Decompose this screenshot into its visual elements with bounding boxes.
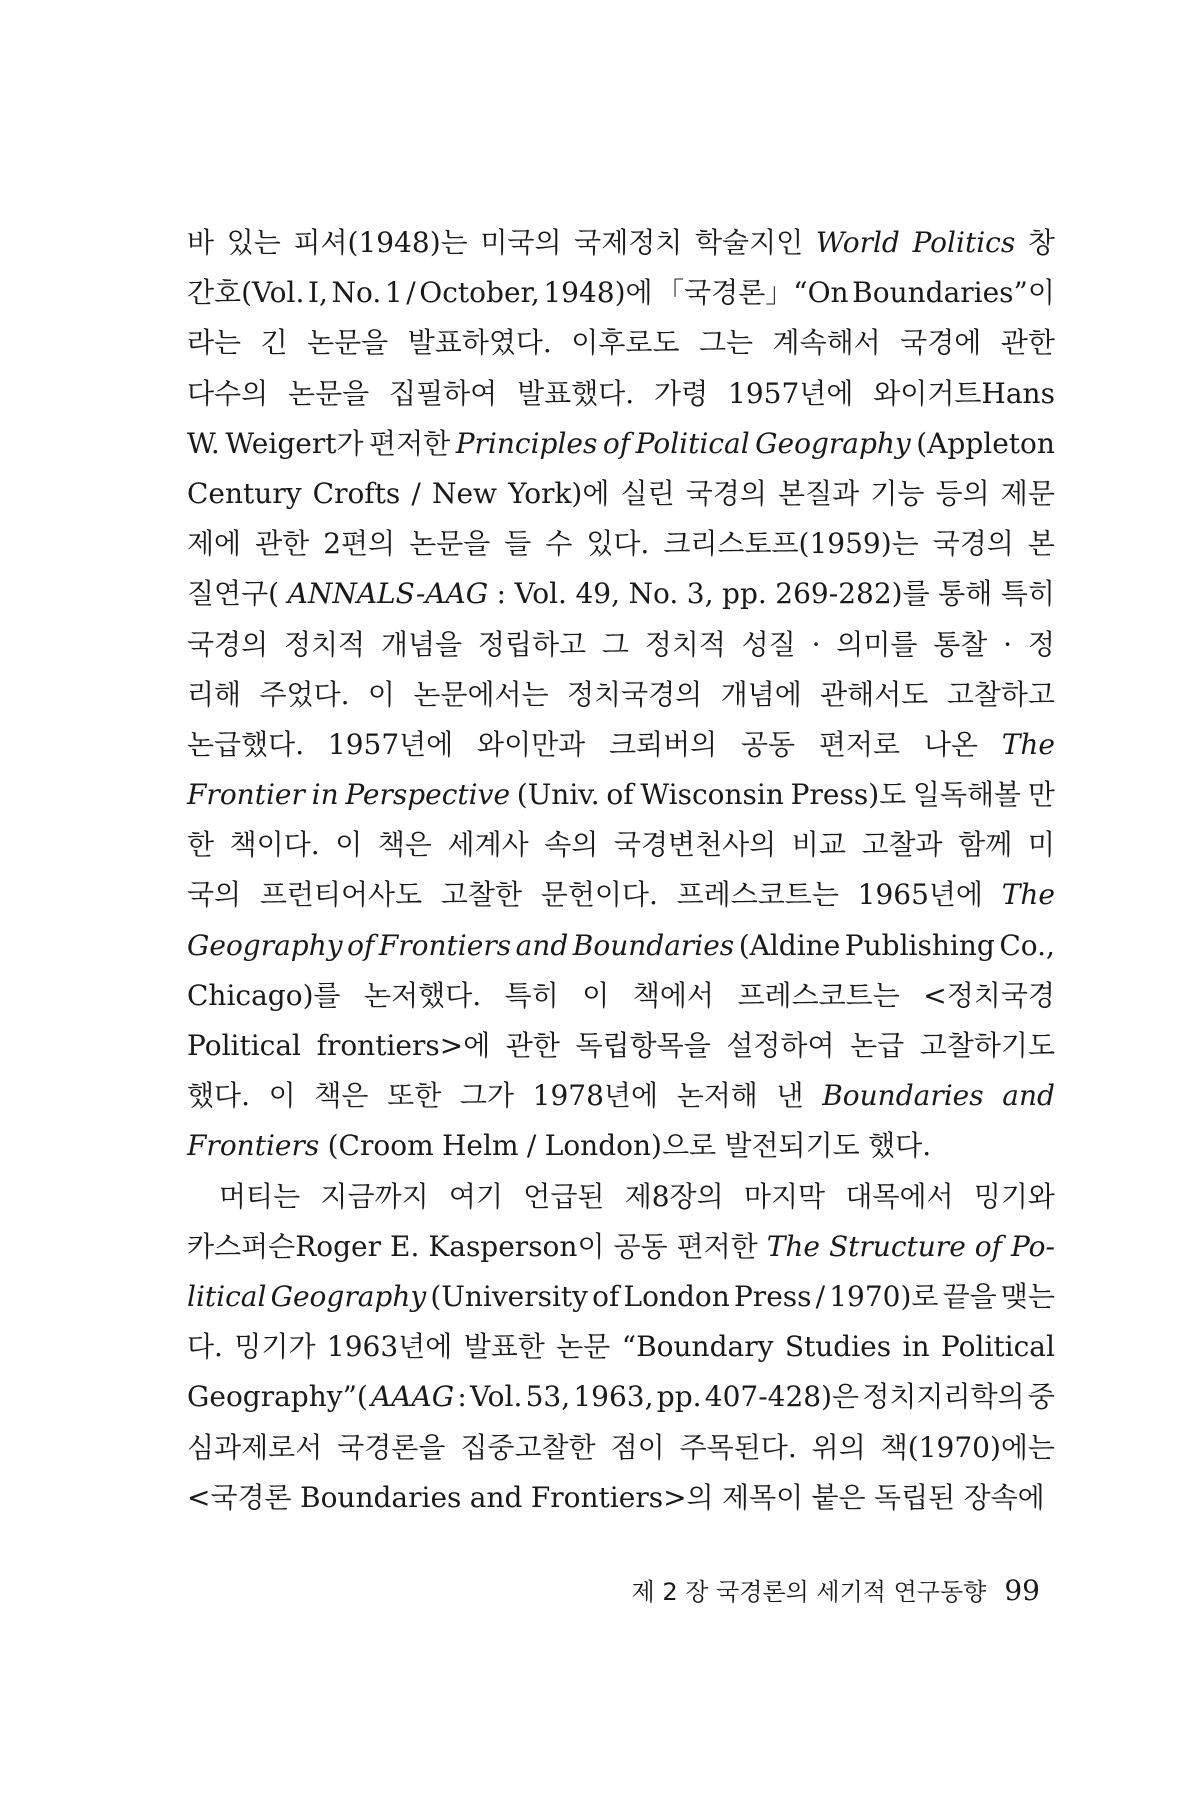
word: 발전되기도 [724,1129,860,1163]
word: 가령 [654,376,709,410]
word: 있다. [586,527,650,561]
italic-title-word: and [515,928,569,962]
text-line [187,820,1055,870]
page-number: 99 [1004,1574,1040,1607]
word: 책은 [314,1079,369,1113]
word: Chicago)를 [187,978,341,1012]
word: 프레스코트는 [676,878,839,912]
word: 편저한 [676,1229,758,1263]
word: of [606,778,634,812]
word: 붙은 [811,1480,866,1514]
word: 고찰하고 [946,677,1055,711]
word: No. [331,276,382,310]
word: 이 [367,677,395,711]
word: 1957년에 [327,727,454,761]
word: Political [187,1029,302,1062]
word: 프레스코트는 [737,978,900,1012]
word: 독립된 [874,1480,956,1514]
italic-title-word: Politics [912,226,1016,259]
word: 논문을 [409,527,491,561]
text-line [187,720,1055,770]
word: Crofts [312,476,401,510]
text-line [187,1021,1055,1071]
italic-title-word: Geography [187,928,343,962]
word: York)에 [508,476,610,510]
word: 책에서 [632,978,714,1012]
word: 기능 [870,476,925,510]
word: 국경에 [900,326,982,360]
word: 국의 [187,878,242,912]
word: pp. [722,577,767,611]
word: Century [187,476,302,510]
page-footer [600,1572,1040,1607]
word: 미국의 [480,226,562,259]
word: Press [733,1279,812,1313]
italic-title-word: of [347,928,375,962]
word: Publishing [844,928,995,962]
word: 제목이 [721,1480,804,1514]
word: 성질 [741,627,796,661]
word: Geography”( [187,1380,368,1414]
word: 와이만과 [477,727,586,761]
word: / [526,1129,537,1163]
word: 의미를 [836,627,918,661]
word: 발표하였다. [407,326,552,360]
italic-title-word: and [1002,1079,1055,1113]
word: 1965년에 [857,878,983,912]
word: 이 [335,828,363,862]
word: 논저해 [676,1079,758,1113]
text-line [187,1423,1055,1473]
word: 대목에서 [845,1179,954,1213]
word: 긴 [260,326,288,360]
word: 관해서도 [820,677,929,711]
word: 지금까지 [320,1179,429,1213]
word: 문헌이다. [540,878,658,912]
word: 있는 [226,226,281,259]
word: 1 [384,276,403,310]
word: 마지막 [743,1179,826,1213]
word: 관한 [255,527,310,561]
word: 학술지인 [694,226,804,259]
word: : [496,577,507,611]
word: 3, [686,577,714,611]
word: 속의 [544,828,599,862]
word: 수 [545,527,573,561]
word: 미 [1027,828,1055,862]
word: 크리스토프(1959)는 [663,527,919,561]
text-line [187,670,1055,720]
word: 1970)로 [829,1279,939,1313]
word: : [457,1380,467,1414]
text-line [187,1272,1055,1322]
word: 편저로 [818,727,901,761]
text-line [187,419,1055,469]
word: 제에 [187,527,242,561]
italic-title-word: Political [635,426,750,460]
word: 비교 [791,828,846,862]
italic-title-word: Frontiers [187,1129,320,1163]
italic-title-word: The [1001,727,1055,761]
word: 장속에 [963,1480,1045,1514]
italic-title-word: Po- [1010,1229,1055,1263]
word: 여기 [448,1179,503,1213]
word: 밍기가 [234,1330,316,1364]
word: 정 [1027,627,1055,661]
word: Vol. [514,577,567,611]
word: 공동 [613,1229,668,1263]
word: 책은 [377,828,432,862]
word: Frontiers>의 [530,1480,714,1514]
word: and [469,1480,523,1514]
word: 논문을 [307,326,389,360]
word: 주목된다. [679,1430,797,1464]
word: / [815,1279,826,1313]
word: / [406,276,416,310]
word: 다수의 [187,376,269,410]
word: 고찰한 [440,878,523,912]
word: 집중고찰한 [460,1430,596,1464]
word: 2편의 [323,527,396,561]
word: (Croom [327,1129,434,1163]
word: 독립항목을 [575,1029,711,1062]
word: 들 [504,527,532,561]
italic-title-word: Geography [755,426,911,460]
word: 간호(Vol. [187,276,305,310]
text-line [187,1473,1055,1523]
italic-title-word: of [602,426,631,460]
word: in [902,1330,930,1364]
word: 점이 [610,1430,665,1464]
word: 크뢰버의 [609,727,718,761]
word: 일독해볼 [912,778,1022,812]
word: 이 [268,1079,296,1113]
word: 심과제로서 [187,1430,323,1464]
text-line [187,469,1055,519]
italic-title-word: Frontier [187,778,305,812]
italic-title-word: Structure [828,1229,966,1263]
word: 책이다. [229,828,320,862]
text-line [187,1121,1055,1171]
text-line [187,1071,1055,1121]
word: 바 [187,226,215,259]
word: Ⅰ, [307,276,328,310]
text-line [187,268,1055,318]
word: <국경론 [187,1480,292,1514]
word: 정치지리학의 [862,1380,1025,1414]
word: 1948)에 [543,276,653,310]
word: 제8장의 [624,1179,724,1213]
word: 통찰 [933,627,988,661]
word: 개념을 [380,627,463,661]
word: 고찰과 [861,828,943,862]
word: (Univ. [516,778,600,812]
text-line [187,569,1055,619]
word: 공동 [740,727,796,761]
word: 407-428)은 [704,1380,860,1414]
word: 정치적 [644,627,726,661]
word: 그는 [698,326,754,360]
italic-title-word: Frontiers [378,928,512,962]
word: 피셔(1948)는 [293,226,468,259]
text-line [187,1222,1055,1272]
body-text [187,218,1055,1523]
word: 특히 [1000,577,1055,611]
word: 계속해서 [772,326,881,360]
text-line [187,218,1055,268]
word: No. [628,577,679,611]
word: 논문에서는 [413,677,549,711]
word: 책(1970)에는 [880,1430,1055,1464]
text-line [187,770,1055,820]
word: 논저했다. [364,978,482,1012]
italic-title-word: Principles [455,426,598,460]
italic-title-word: ANNALS-AAG [287,577,489,611]
word: 프런티어사도 [259,878,423,912]
word: 고찰하기도 [919,1029,1055,1062]
word: 1957년에 [728,376,854,410]
word: 만 [1027,778,1055,812]
word: 논문 [556,1330,611,1364]
word: 국제정치 [574,226,683,259]
word: 269-282)를 [775,577,930,611]
word: 이 [582,978,610,1012]
word: of [592,1279,620,1313]
word: frontiers>에 [316,1029,491,1062]
word: 세계사 [447,828,529,862]
word: 관한 [505,1029,560,1062]
text-line [187,620,1055,670]
word: · [1003,627,1013,661]
word: 한 [187,828,215,862]
word: Wisconsin [640,778,784,812]
text-line [187,1322,1055,1372]
text-line [187,369,1055,419]
italic-title-word: Perspective [345,778,511,812]
word: <정치국경 [923,978,1055,1012]
italic-title-word: Boundaries [572,928,735,962]
word: 주었다. [259,677,350,711]
word: 53, [525,1380,571,1414]
word: 다. [187,1330,223,1364]
word: 국경론을 [337,1430,446,1464]
word: Political [940,1330,1055,1364]
word: 등의 [935,476,990,510]
word: 그가 [459,1079,515,1113]
word: New [431,476,498,510]
word: · [811,627,821,661]
word: 정치적 [283,627,366,661]
word: 개념에 [720,677,802,711]
word: 1963년에 [326,1330,453,1364]
italic-title-word: litical [187,1279,267,1313]
word: Co., [999,928,1055,962]
word: 이후로도 [571,326,680,360]
word: 리해 [187,677,242,711]
word: 국경의 [187,627,269,661]
word: 정립하고 [477,627,587,661]
word: London [623,1279,730,1313]
word: 1963, [573,1380,654,1414]
word: / [411,476,421,510]
text-line [187,971,1055,1021]
word: 맺는 [1000,1279,1055,1313]
word: 발표한 [463,1330,545,1364]
word: Press)도 [790,778,907,812]
word: (Appleton [916,426,1055,460]
italic-title-word: Geography [270,1279,427,1313]
word: 머티는 [219,1179,301,1213]
word: 논급 [850,1029,905,1062]
word: 특히 [504,978,559,1012]
italic-title-word: World [815,226,900,259]
text-line [187,870,1055,920]
word: 국경의 [685,476,767,510]
text-line [187,921,1055,971]
word: 실린 [620,476,675,510]
word: Studies [784,1330,892,1364]
word: 국경의 [932,527,1014,561]
word: 함께 [958,828,1013,862]
word: Kasperson이 [428,1229,605,1263]
word: 나온 [923,727,978,761]
word: 49, [575,577,620,611]
word: 끝을 [942,1279,997,1313]
word: 국경변천사의 [613,828,777,862]
word: 했다. [868,1129,932,1163]
word: 편저한 [369,426,451,460]
word: 「국경론」“On [656,276,849,310]
word: London)으로 [544,1129,717,1163]
word: pp. [656,1380,702,1414]
word: 관한 [1000,326,1055,360]
word: 본 [1027,527,1055,561]
italic-title-word: in [311,778,339,812]
word: 발표했다. [517,376,635,410]
word: 정치국경의 [566,677,703,711]
word: E. [390,1229,420,1263]
word: 라는 [187,326,242,360]
text-line [187,519,1055,569]
italic-title-word: The [766,1229,820,1263]
word: 제문 [1000,476,1055,510]
word: October, [419,276,540,310]
text-line [187,1172,1055,1222]
word: Helm [442,1129,519,1163]
word: 했다. [187,1079,250,1113]
word: 논문을 [288,376,370,410]
word: 본질과 [778,476,860,510]
word: 중 [1027,1380,1055,1414]
word: 질연구( [187,577,280,611]
word: 와이거트Hans [873,376,1055,410]
word: 설정하여 [726,1029,835,1062]
word: Weigert가 [225,426,364,460]
word: 통해 [938,577,993,611]
text-line [187,318,1055,368]
word: “Boundary [621,1330,774,1364]
word: 또한 [387,1079,442,1113]
word: 위의 [811,1430,866,1464]
word: 카스퍼슨Roger [187,1229,382,1263]
word: 1978년에 [532,1079,659,1113]
word: Boundaries”이 [852,276,1055,310]
word: 밍기와 [973,1179,1055,1213]
word: W. [187,426,220,460]
word: 논급했다. [187,727,305,761]
word: Vol. [469,1380,523,1414]
italic-title-word: AAAG [371,1380,455,1414]
word: 창 [1027,226,1055,259]
word: 언급된 [523,1179,605,1213]
word: 낸 [776,1079,804,1113]
italic-title-word: Boundaries [822,1079,984,1113]
italic-title-word: The [1001,878,1055,912]
text-line [187,1372,1055,1422]
italic-title-word: of [974,1229,1002,1263]
running-head: 제 2 장 국경론의 세기적 연구동향 [631,1578,987,1606]
word: 그 [601,627,629,661]
word: (University [430,1279,588,1313]
word: (Aldine [738,928,841,962]
word: 집필하여 [389,376,498,410]
word: Boundaries [300,1480,462,1514]
